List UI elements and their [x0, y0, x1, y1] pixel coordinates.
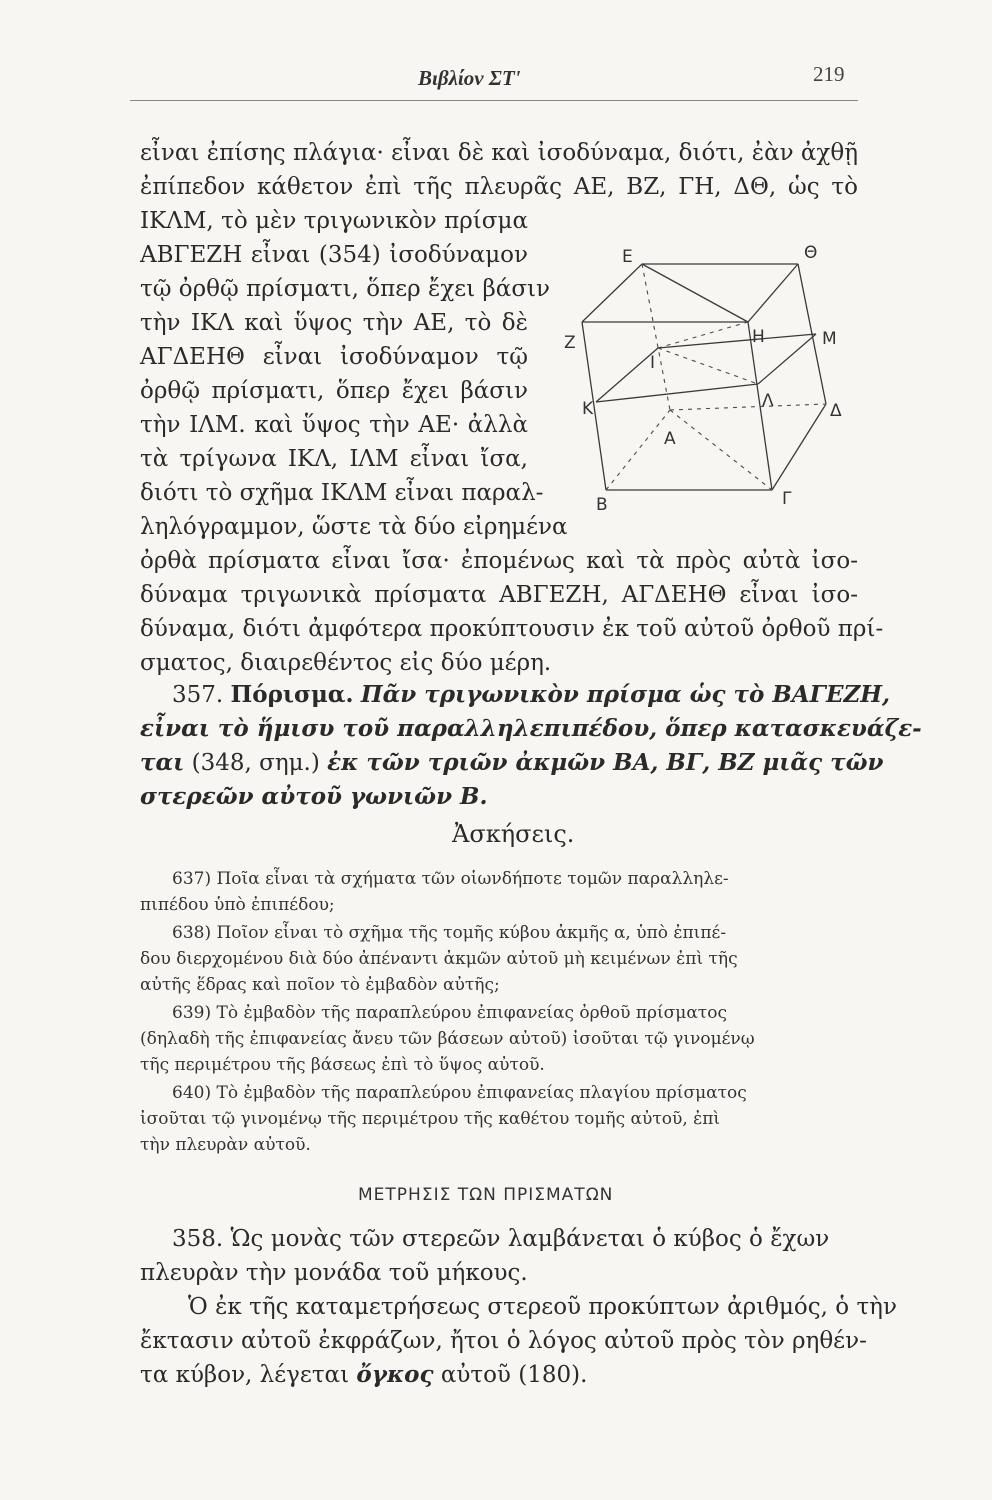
hidden-edge-B-A: [606, 410, 670, 490]
exercise-line-7: (δηλαδὴ τῆς ἐπιφανείας ἄνευ τῶν βάσεων αὐτοῦ) ἰσοῦται τῷ γινομένῳ: [140, 1029, 755, 1049]
exercises-heading: Ἀσκήσεις.: [452, 820, 575, 848]
body-line-2: ἐπίπεδον κάθετον ἐπὶ τῆς πλευρᾶς ΑΕ, ΒΖ, ΓΗ, ΔΘ, ὡς τὸ: [140, 174, 858, 200]
exercise-line-6: 639) Τὸ ἐμβαδὸν τῆς παραπλεύρου ἐπιφανείας ὀρθοῦ πρίσματος: [172, 1003, 727, 1023]
exercise-line-8: τῆς περιμέτρου τῆς βάσεως ἐπὶ τὸ ὕψος αὐτοῦ.: [140, 1055, 545, 1075]
header-rule: [130, 100, 858, 101]
section-line-4: ἔκτασιν αὐτοῦ ἐκφράζων, ἤτοι ὁ λόγος αὐτοῦ πρὸς τὸν ρηθέν-: [140, 1328, 867, 1354]
body-line-16: σματος, διαιρεθέντος εἰς δύο μέρη.: [140, 650, 552, 676]
porisma-line3-a: ται: [140, 749, 185, 776]
label-Lambda: Λ: [762, 391, 774, 411]
section-line5-a: τα κύβον, λέγεται: [140, 1362, 350, 1388]
exercise-line-3: 638) Ποῖον εἶναι τὸ σχῆμα τῆς τομῆς κύβου ἀκμῆς α, ὑπὸ ἐπιπέ-: [172, 923, 727, 943]
exercise-line-4: δου διερχομένου διὰ δύο ἀπέναντι ἀκμῶν αὐτοῦ μὴ κειμένων ἐπὶ τῆς: [140, 949, 738, 969]
label-Gamma: Γ: [782, 489, 792, 509]
body-line-1: εἶναι ἐπίσης πλάγια· εἶναι δὲ καὶ ἰσοδύναμα, διότι, ἐὰν ἀχθῇ: [140, 140, 858, 166]
body-line-7: ΑΓΔΕΗΘ εἶναι ἰσοδύναμον τῷ: [140, 344, 528, 370]
label-M: Μ: [822, 329, 837, 349]
body-line-8: ὀρθῷ πρίσματι, ὅπερ ἔχει βάσιν: [140, 378, 528, 404]
label-A: Α: [664, 429, 676, 449]
section-title: ΜΕΤΡΗΣΙΣ ΤΩΝ ΠΡΙΣΜΑΤΩΝ: [358, 1185, 614, 1205]
porisma-line3-c: ἐκ τῶν τριῶν ἀκμῶν ΒΑ, ΒΓ, ΒΖ μιᾶς τῶν: [327, 749, 884, 776]
section-line-3: Ὁ ἐκ τῆς καταμετρήσεως στερεοῦ προκύπτων ἀριθμός, ὁ τὴν: [188, 1294, 897, 1320]
body-line-11: διότι τὸ σχῆμα ΙΚΛΜ εἶναι παραλ-: [140, 480, 544, 506]
body-line-14: δύναμα τριγωνικὰ πρίσματα ΑΒΓΕΖΗ, ΑΓΔΕΗΘ εἶναι ἰσο-: [140, 582, 858, 608]
label-Z: Ζ: [564, 333, 576, 353]
body-line-12: ληλόγραμμον, ὥστε τὰ δύο εἰρημένα: [140, 514, 568, 540]
exercise-line-11: τὴν πλευρὰν αὐτοῦ.: [140, 1135, 311, 1155]
page-number: 219: [813, 62, 845, 86]
porisma-number: 357.: [172, 682, 224, 708]
body-line-10: τὰ τρίγωνα ΙΚΛ, ΙΛΜ εἶναι ἴσα,: [140, 446, 528, 472]
exercise-line-2: πιπέδου ὑπὸ ἐπιπέδου;: [140, 895, 335, 915]
parallelepiped-diagram: [560, 238, 860, 528]
section-line-1: 358. Ὡς μονὰς τῶν στερεῶν λαμβάνεται ὁ κύβος ὁ ἔχων: [172, 1226, 830, 1252]
porisma-text-1: Πᾶν τριγωνικὸν πρίσμα ὡς τὸ ΒΑΓΕΖΗ,: [360, 681, 891, 708]
section-line5-term: ὄγκος: [356, 1361, 434, 1388]
body-line-4: ΑΒΓΕΖΗ εἶναι (354) ἰσοδύναμον: [140, 242, 528, 268]
exercise-line-5: αὐτῆς ἕδρας καὶ ποῖον τὸ ἐμβαδὸν αὐτῆς;: [140, 975, 500, 995]
edge-Lambda-M: [758, 334, 816, 384]
body-line-13: ὀρθὰ πρίσματα εἶναι ἴσα· ἐπομένως καὶ τὰ πρὸς αὐτὰ ἰσο-: [140, 548, 858, 574]
running-header-title: Βιβλίον ΣΤ': [418, 66, 521, 90]
porisma-line-1: [172, 680, 890, 710]
diagonal-E-H: [642, 264, 748, 322]
porisma-line-4: στερεῶν αὐτοῦ γωνιῶν Β.: [140, 783, 488, 810]
porisma-line-3: [140, 748, 883, 778]
exercise-line-10: ἰσοῦται τῷ γινομένῳ τῆς περιμέτρου τῆς καθέτου τομῆς αὐτοῦ, ἐπὶ: [140, 1109, 721, 1129]
edge-E-Z: [582, 264, 642, 322]
hidden-edge-E-A: [642, 264, 670, 410]
parallelepiped-figure: [560, 238, 860, 528]
edge-Theta-H: [748, 264, 798, 322]
label-B: Β: [596, 495, 608, 515]
exercise-line-9: 640) Τὸ ἐμβαδὸν τῆς παραπλεύρου ἐπιφανείας πλαγίου πρίσματος: [172, 1083, 747, 1103]
body-line-5: τῷ ὀρθῷ πρίσματι, ὅπερ ἔχει βάσιν: [140, 276, 551, 302]
body-line-3: ΙΚΛΜ, τὸ μὲν τριγωνικὸν πρίσμα: [140, 208, 528, 234]
porisma-line3-ref: (348, σημ.): [191, 750, 320, 776]
hidden-diagonal-I-Lambda: [658, 348, 758, 384]
edge-Gamma-Delta: [772, 404, 826, 490]
hidden-edge-A-Delta: [670, 404, 826, 410]
label-Theta: Θ: [804, 243, 818, 263]
body-line-6: τὴν ΙΚΛ καὶ ὕψος τὴν ΑΕ, τὸ δὲ: [140, 310, 528, 336]
label-K: Κ: [582, 399, 594, 419]
label-E: Ε: [622, 247, 633, 267]
section-line5-c: αὐτοῦ (180).: [440, 1362, 588, 1388]
body-line-9: τὴν ΙΛΜ. καὶ ὕψος τὴν ΑΕ· ἀλλὰ: [140, 412, 528, 438]
body-line-15: δύναμα, διότι ἀμφότερα προκύπτουσιν ἐκ τοῦ αὐτοῦ ὀρθοῦ πρί-: [140, 616, 884, 642]
porisma-label: Πόρισμα.: [230, 681, 354, 708]
porisma-line-2: εἶναι τὸ ἥμισυ τοῦ παραλληλεπιπέδου, ὅπερ κατασκευάζε-: [140, 715, 922, 742]
edge-I-M: [658, 334, 816, 348]
label-I: Ι: [650, 353, 656, 373]
section-line-2: πλευρὰν τὴν μονάδα τοῦ μήκους.: [140, 1260, 528, 1286]
label-H: Η: [752, 327, 765, 347]
edge-K-I: [596, 348, 658, 402]
label-Delta: Δ: [830, 401, 842, 421]
section-line-5: [140, 1360, 587, 1390]
exercise-line-1: 637) Ποῖα εἶναι τὰ σχήματα τῶν οἱωνδήποτε τομῶν παραλληλε-: [172, 869, 729, 889]
hidden-edge-A-Gamma: [670, 410, 772, 490]
edge-K-Lambda: [596, 384, 758, 402]
